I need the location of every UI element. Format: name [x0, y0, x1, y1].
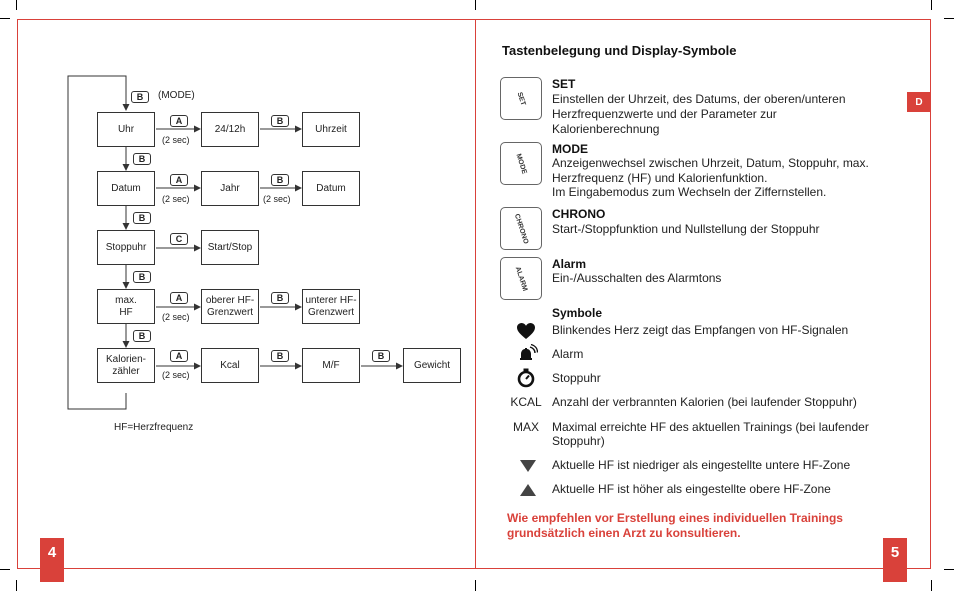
warning-line-2: grundsätzlich einen Arzt zu konsultieren.: [507, 526, 741, 540]
kcal-symbol: KCAL: [510, 395, 542, 409]
alarm-symbol-text: Alarm: [552, 347, 584, 361]
key-b: B: [271, 292, 289, 304]
state-kalorienzaehler: [97, 348, 155, 383]
mode-button-label: MODE: [514, 152, 528, 175]
crop-mark: [944, 569, 954, 570]
key-b: B: [271, 350, 289, 362]
key-b: B: [271, 115, 289, 127]
up-text: Aktuelle HF ist höher als eingestellte obere HF-Zone: [552, 482, 831, 496]
stopwatch-icon: [517, 368, 535, 388]
chrono-button-image: [500, 207, 542, 250]
warning-line-1: Wie empfehlen vor Erstellung eines individuellen Trainings: [507, 511, 843, 525]
crop-mark: [931, 580, 932, 591]
state-uhr: Uhr: [97, 112, 155, 147]
state-label-line2: HF: [119, 306, 133, 318]
alarm-button-label: ALARM: [513, 265, 529, 292]
triangle-down-icon: [520, 460, 536, 472]
set-text-3: Kalorienberechnung: [552, 122, 660, 136]
mode-note: (MODE): [158, 90, 195, 101]
state-label-line2: zähler: [112, 365, 140, 377]
down-text: Aktuelle HF ist niedriger als eingestellte untere HF-Zone: [552, 458, 851, 472]
language-tab: D: [907, 92, 931, 112]
page-divider: [475, 19, 476, 569]
mode-text-2: Herzfrequenz (HF) und Kalorienfunktion.: [552, 171, 768, 185]
key-b: B: [131, 91, 149, 103]
set-text-2: Herzfrequenzwerte und der Parameter zur: [552, 107, 777, 121]
state-start-stop: Start/Stop: [201, 230, 259, 265]
section-title: Tastenbelegung und Display-Symbole: [502, 43, 737, 58]
hold-note: (2 sec): [263, 194, 291, 204]
state-gewicht: Gewicht: [403, 348, 461, 383]
mode-text-1: Anzeigenwechsel zwischen Uhrzeit, Datum, Stoppuhr, max.: [552, 156, 869, 170]
state-label-line1: oberer HF-: [205, 294, 255, 306]
state-label-line1: max.: [115, 294, 137, 306]
symbols-heading: Symbole: [552, 306, 603, 320]
kcal-text: Anzahl der verbrannten Kalorien (bei laufender Stoppuhr): [552, 395, 857, 409]
mode-heading: MODE: [552, 142, 588, 156]
key-b: B: [133, 212, 151, 224]
crop-mark: [944, 18, 954, 19]
alarm-heading: Alarm: [552, 257, 587, 271]
state-m-f: M/F: [302, 348, 360, 383]
state-label-line2: Grenzwert: [307, 306, 355, 318]
set-button-label: SET: [515, 90, 527, 107]
key-b: B: [133, 153, 151, 165]
state-datum: Datum: [97, 171, 155, 206]
chrono-text: Start-/Stoppfunktion und Nullstellung der Stoppuhr: [552, 222, 820, 236]
center-crop-mark: [475, 0, 476, 10]
heart-text: Blinkendes Herz zeigt das Empfangen von HF-Signalen: [552, 323, 849, 337]
max-text-2: Stoppuhr): [552, 434, 605, 448]
max-symbol: MAX: [512, 420, 539, 434]
key-a: A: [170, 174, 188, 186]
set-heading: SET: [552, 77, 576, 91]
page-number-right: 5: [883, 538, 907, 582]
hold-note: (2 sec): [162, 194, 190, 204]
page-number-left: 4: [40, 538, 64, 582]
key-c: C: [170, 233, 188, 245]
center-crop-mark: [475, 580, 476, 591]
key-b: B: [271, 174, 289, 186]
state-stoppuhr: Stoppuhr: [97, 230, 155, 265]
crop-mark: [931, 0, 932, 10]
set-button-image: [500, 77, 542, 120]
chrono-heading: CHRONO: [552, 207, 606, 221]
key-b: B: [133, 271, 151, 283]
hold-note: (2 sec): [162, 370, 190, 380]
chrono-button-label: CHRONO: [512, 212, 530, 245]
state-label-line2: Grenzwert: [206, 306, 254, 318]
key-b: B: [372, 350, 390, 362]
key-b: B: [133, 330, 151, 342]
alarm-bell-icon: [518, 344, 538, 362]
key-a: A: [170, 115, 188, 127]
triangle-up-icon: [520, 484, 536, 496]
hold-note: (2 sec): [162, 135, 190, 145]
key-a: A: [170, 350, 188, 362]
state-unterer-grenzwert: [302, 289, 360, 324]
set-text-1: Einstellen der Uhrzeit, des Datums, der oberen/unteren: [552, 92, 846, 106]
stopwatch-text: Stoppuhr: [552, 371, 601, 385]
state-24-12h: 24/12h: [201, 112, 259, 147]
state-max-hf: [97, 289, 155, 324]
max-text-1: Maximal erreichte HF des aktuellen Trainings (bei laufender: [552, 420, 869, 434]
footnote: HF=Herzfrequenz: [114, 422, 194, 433]
state-uhrzeit: Uhrzeit: [302, 112, 360, 147]
alarm-button-image: [500, 257, 542, 300]
hold-note: (2 sec): [162, 312, 190, 322]
state-label-line1: unterer HF-: [305, 294, 357, 306]
key-a: A: [170, 292, 188, 304]
state-oberer-grenzwert: [201, 289, 259, 324]
state-label-line1: Kalorien-: [105, 353, 147, 365]
state-jahr: Jahr: [201, 171, 259, 206]
mode-text-3: Im Eingabemodus zum Wechseln der Ziffernstellen.: [552, 185, 827, 199]
heart-icon: [516, 322, 536, 340]
state-kcal: Kcal: [201, 348, 259, 383]
alarm-text: Ein-/Ausschalten des Alarmtons: [552, 271, 722, 285]
state-datum-set: Datum: [302, 171, 360, 206]
mode-button-image: [500, 142, 542, 185]
